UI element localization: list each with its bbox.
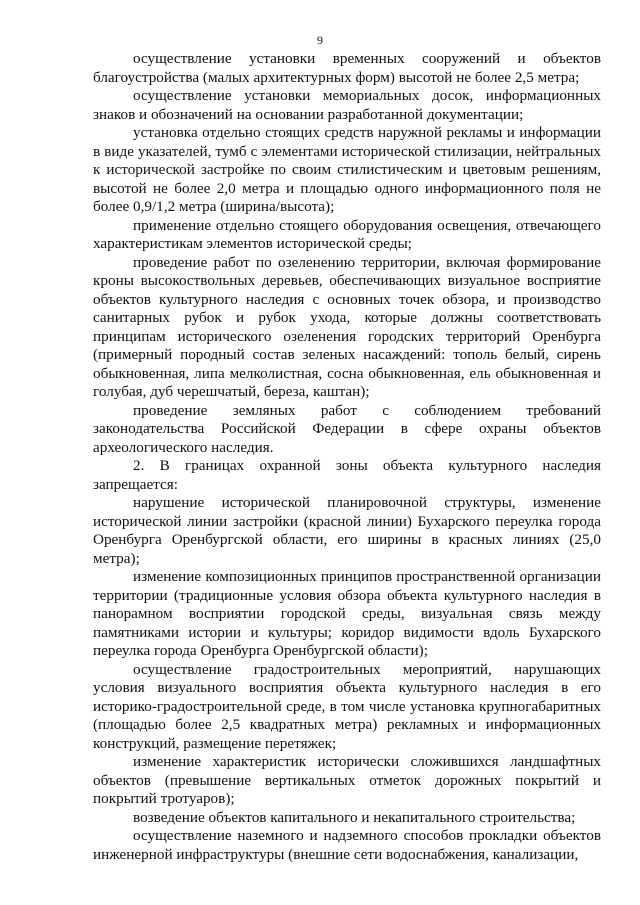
paragraph-earthworks: проведение земляных работ с соблюдением требований законодательства Российской Федерации в сфере охраны объектов археологического наследия. [93, 401, 601, 456]
paragraph-temporary-structures: осуществление установки временных сооружений и объектов благоустройства (малых архитектурных форм) высотой не более 2,5 метра; [93, 50, 601, 86]
paragraph-construction: возведение объектов капитального и некапитального строительства; [133, 808, 576, 826]
document-body [93, 50, 601, 864]
paragraph-landscape-objects: изменение характеристик исторически сложившихся ландшафтных объектов (превышение вертикальных отметок дорожных покрытий и покрытий тротуаров); [93, 753, 601, 807]
paragraph-lighting: применение отдельно стоящего оборудования освещения, отвечающего характеристикам элементов исторической среды; [93, 216, 601, 252]
paragraph-outdoor-advertising: установка отдельно стоящих средств наружной рекламы и информации в виде указателей, тумб с элементами исторической стилизации, нейтральных к исторической застройке по своим стилистическим и цветовым решениям, высотой не более 2,0 метра и площадью одного информационного поля не более 0,9/1,2 метра (ширина/высота); [93, 124, 601, 215]
paragraph-engineering-infrastructure: осуществление наземного и надземного способов прокладки объектов инженерной инфраструктуры (внешние сети водоснабжения, канализации, [93, 827, 601, 863]
paragraph-memorial-plaques: осуществление установки мемориальных досок, информационных знаков и обозначений на основании разработанной документации; [93, 87, 601, 123]
paragraph-planning-structure: нарушение исторической планировочной структуры, изменение исторической линии застройки (красной линии) Бухарского переулка города Оренбурга Оренбургской области, его ширины в красных линиях (25,0 метра); [93, 494, 601, 567]
paragraph-urban-planning-measures: осуществление градостроительных мероприятий, нарушающих условия визуального восприятия объекта культурного наследия в его историко-градостроительной среде, в том числе установка крупногабаритных (площадью более 2,5 квадратных метра) рекламных и информационных конструкций, размещение перетяжек; [93, 660, 601, 752]
section-heading-prohibited: 2. В границах охранной зоны объекта культурного наследия запрещается: [93, 457, 601, 493]
page-number: 9 [317, 33, 323, 47]
paragraph-landscaping: проведение работ по озеленению территории, включая формирование кроны высокоствольных деревьев, обеспечивающих визуальное восприятие объектов культурного наследия с основных точек обзора, и производство санитарных рубок и рубок ухода, которые должны соответствовать принципам исторического озеленения городских территорий Оренбурга (примерный породный состав зеленых насаждений: тополь белый, сирень обыкновенная, липа мелколистная, сосна обыкновенная, ель обыкновенная и голубая, дуб черешчатый, береза, каштан); [93, 253, 601, 400]
paragraph-composition-principles: изменение композиционных принципов пространственной организации территории (традиционные условия обзора объекта культурного наследия в панорамном восприятии городской среды, визуальная связь между памятниками истории и культуры; коридор видимости вдоль Бухарского переулка города Оренбурга Оренбургской области); [93, 568, 601, 659]
